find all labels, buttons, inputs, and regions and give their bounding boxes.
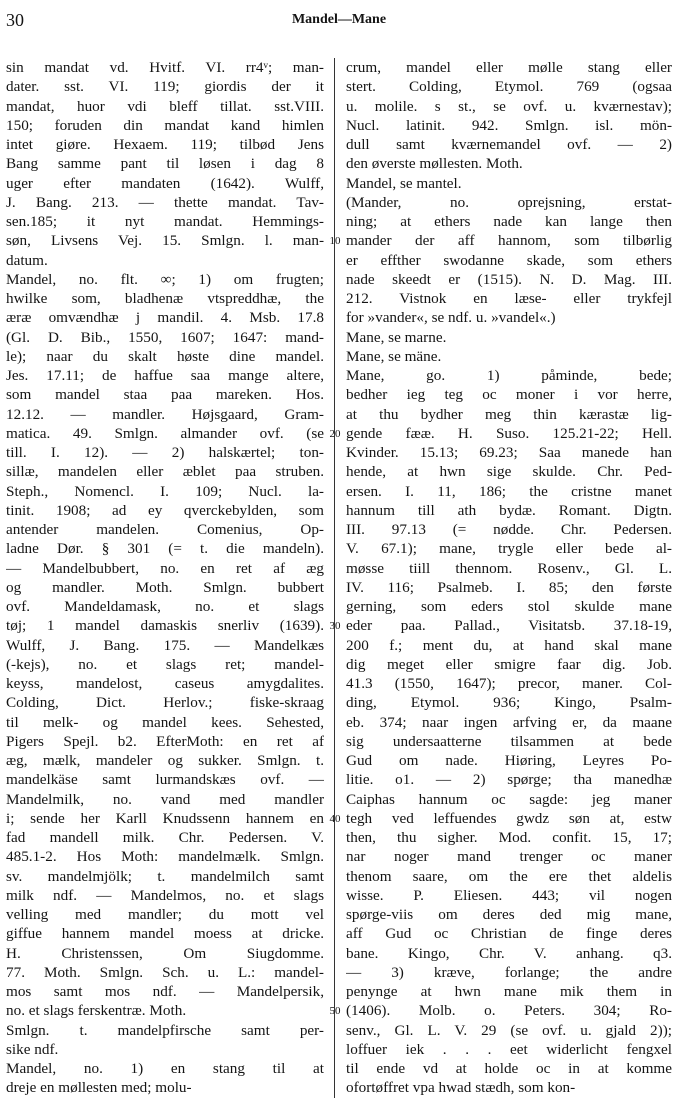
text-line: eb. 374; naar ingen arfving er, da maane	[346, 713, 672, 731]
line-number: 50	[329, 1005, 341, 1018]
text-line: datum.	[6, 251, 48, 269]
text-line: III. 97.13 (= nødde. Chr. Pedersen.	[346, 521, 672, 538]
text-line: dig meget eller smigre faar dig. Job.	[346, 655, 672, 673]
text-line: thenom saare, om the ere thet aldelis	[346, 867, 672, 885]
text-line: ding, Etymol. 936; Kingo, Psalm-	[346, 694, 672, 712]
running-head: Mandel—Mane	[291, 12, 387, 27]
text-line: u. molile. s st., se ovf. u. kværnestav);	[346, 97, 672, 115]
text-line: at thu bydher meg thin kærastæ lig-	[346, 405, 672, 423]
line-number: 20	[329, 427, 341, 440]
text-line: Kvinder. 15.13; 69.23; Saa manede han	[346, 444, 672, 461]
text-line: matica. 49. Smlgn. almander ovf. (se	[6, 424, 324, 442]
text-line: Caiphas hannum oc sagde: jeg maner	[346, 790, 672, 808]
text-line: mandelkäse samt lurmandskæs ovf. —	[6, 771, 324, 789]
page-number: 30	[6, 10, 24, 30]
text-line: crum, mandel eller mølle stang eller	[346, 59, 672, 76]
text-line: dreje en møllesten med; molu-	[6, 1079, 192, 1097]
right-column	[346, 58, 672, 1098]
text-line: sv. mandelmjölk; t. mandelmilch samt	[6, 867, 324, 885]
text-line: IV. 116; Psalmeb. I. 85; den første	[346, 578, 672, 596]
text-line: hende, at hwn sige skulde. Chr. Ped-	[346, 463, 672, 481]
text-line: mander der aff hannom, som tilbørlig	[346, 232, 672, 250]
text-line: nade skeedt er (1515). N. D. Mag. III.	[346, 270, 672, 288]
text-line: Steph., Nomencl. I. 109; Nucl. la-	[6, 482, 324, 500]
text-line: Gud om nade. Hiøring, Leyres Po-	[346, 752, 672, 769]
text-line: til ende vd at holde oc in at komme	[346, 1060, 672, 1077]
text-line: penynge at hwn mane mik them in	[346, 983, 672, 1000]
text-line: Bang samme pant til løsen i dag 8	[6, 155, 324, 173]
text-line: Mandel, se mantel.	[346, 174, 462, 192]
text-line: Smlgn. t. mandelpfirsche samt per-	[6, 1021, 324, 1039]
text-line: 12.12. — mandler. Højsgaard, Gram-	[6, 405, 324, 423]
text-line: ladne Dør. § 301 (= t. die mandeln).	[6, 540, 324, 558]
text-line: Mane, go. 1) påminde, bede;	[346, 367, 672, 384]
text-line: intet giøre. Hexaem. 119; tilbød Jens	[6, 136, 324, 153]
text-line: mandat, huor vdi bleff tillat. sst.VIII.	[6, 97, 324, 115]
text-line: gende fææ. H. Suso. 125.21-22; Hell.	[346, 424, 672, 442]
text-line: og mandler. Moth. Smlgn. bubbert	[6, 578, 324, 596]
text-line: tegh ved leffuendes gwdz søn at, estw	[346, 809, 672, 827]
text-line: — 3) kræve, forlange; the andre	[346, 963, 672, 981]
text-line: tinit. 1908; ad ey qverckebylden, som	[6, 501, 324, 519]
text-line: uger efter mandaten (1642). Wulff,	[6, 174, 324, 192]
left-column	[6, 58, 324, 1098]
text-line: i; sende her Karll Knudssenn hannem en	[6, 809, 324, 827]
text-line: giffue hannem mandel moess at dricke.	[6, 925, 324, 943]
text-line: milk ndf. — Mandelmos, no. et slags	[6, 886, 324, 904]
text-line: 150; foruden din mandat kand himlen	[6, 116, 324, 134]
text-line: (1406). Molb. o. Peters. 304; Ro-	[346, 1002, 672, 1020]
text-line: hwilke som, bladhenæ vtspreddhæ, the	[6, 290, 324, 307]
text-line: Mandel, no. flt. ∞; 1) om frugten;	[6, 270, 324, 288]
text-line: sig undersaatterne tilsammen at bede	[346, 732, 672, 750]
text-line: for »vander«, se ndf. u. »vandel«.)	[346, 309, 556, 327]
text-line: le); naar du skalt høste dine mandel.	[6, 347, 324, 365]
text-line: dull samt kværnemandel ovf. — 2)	[346, 136, 672, 153]
text-line: H. Christenssen, Om Siugdomme.	[6, 944, 324, 962]
text-line: ovf. Mandeldamask, no. et slags	[6, 598, 324, 615]
line-number: 40	[329, 812, 341, 825]
text-line: (-kejs), no. et slags ret; mandel-	[6, 655, 324, 673]
text-line: er effther swodanne skade, som ethers	[346, 251, 672, 269]
text-line: hannum till ath bydæ. Romant. Digtn.	[346, 501, 672, 519]
text-line: bane. Kingo, Chr. V. anhang. q3.	[346, 944, 672, 962]
text-line: Wulff, J. Bang. 175. — Mandelkæs	[6, 636, 324, 654]
text-line: then, thu sigher. Mod. confit. 15, 17;	[346, 829, 672, 846]
text-line: 200 f.; ment du, at hand skal mane	[346, 636, 672, 654]
text-line: Colding, Dict. Herlov.; fiske-skraag	[6, 694, 324, 712]
text-line: 41.3 (1550, 1647); precor, maner. Col-	[346, 675, 672, 692]
text-line: Jes. 17.11; de haffue saa mange altere,	[6, 367, 324, 384]
text-line: sike ndf.	[6, 1040, 59, 1058]
text-line: — Mandelbubbert, no. en ret af æg	[6, 559, 324, 577]
text-line: (Gl. D. Bib., 1550, 1607; 1647: mand-	[6, 328, 324, 346]
text-line: aff Gud oc Christian de finge deres	[346, 925, 672, 943]
text-line: Nucl. latinit. 942. Smlgn. isl. mön-	[346, 116, 672, 134]
text-line: (Mander, no. oprejsning, erstat-	[346, 193, 672, 211]
text-line: wisse. P. Eliesen. 443; vil nogen	[346, 886, 672, 904]
text-line: ofortøffret vpa hwad stædh, som kon-	[346, 1079, 576, 1097]
text-line: Mane, se marne.	[346, 328, 447, 346]
text-line: velling med mandler; du mott vel	[6, 906, 324, 923]
text-line: sin mandat vd. Hvitf. VI. rr4ᵛ; man-	[6, 59, 324, 76]
text-line: V. 67.1); mane, trygle eller bede al-	[346, 540, 672, 558]
text-line: J. Bang. 213. — thette mandat. Tav-	[6, 193, 324, 211]
text-line: den øverste møllesten. Moth.	[346, 155, 523, 173]
text-line: sillæ, mandelen eller æblet paa struben.	[6, 463, 324, 481]
text-line: Pigers Spejl. b2. EfterMoth: en ret af	[6, 732, 324, 750]
text-line: dater. sst. VI. 119; giordis der it	[6, 78, 324, 96]
text-line: senv., Gl. L. V. 29 (se ovf. u. gjald 2));	[346, 1021, 672, 1039]
text-line: æg, mælk, mandeler og sukker. Smlgn. t.	[6, 752, 324, 769]
text-line: Mandel, no. 1) en stang til at	[6, 1060, 324, 1077]
text-line: antender mandelen. Comenius, Op-	[6, 521, 324, 538]
text-line: bedher ieg teg oc moner i vor herre,	[346, 386, 672, 404]
text-line: stert. Colding, Etymol. 769 (ogsaa	[346, 78, 672, 96]
text-line: til melk- og mandel kees. Sehested,	[6, 713, 324, 731]
text-line: gerning, som eders stol skulde mane	[346, 598, 672, 615]
text-line: till. I. 12). — 2) halskærtel; ton-	[6, 444, 324, 461]
text-line: no. et slags ferskentræ. Moth.	[6, 1002, 187, 1020]
text-line: nar noger mand trenger oc maner	[346, 848, 672, 866]
text-line: spørge-viis om deres ded mig mane,	[346, 906, 672, 923]
text-line: tøj; 1 mandel damaskis snerliv (1639).	[6, 617, 324, 635]
text-line: Mandelmilk, no. vand med mandler	[6, 790, 324, 808]
text-line: loffuer iek . . . eet widerlicht fengxel	[346, 1040, 672, 1058]
text-line: 485.1-2. Hos Moth: mandelmælk. Smlgn.	[6, 848, 324, 866]
text-line: ning; at ethers nade kan lange then	[346, 213, 672, 230]
text-line: Mane, se mäne.	[346, 347, 442, 365]
text-line: møsse tiill thennom. Rosenv., Gl. L.	[346, 559, 672, 577]
text-line: som mandel staa paa mareken. Hos.	[6, 386, 324, 404]
text-line: æræ omvændhæ j mandil. 4. Msb. 17.8	[6, 309, 324, 327]
text-line: søn, Livsens Vej. 15. Smlgn. l. man-	[6, 232, 324, 250]
text-line: 212. Vistnok en læse- eller trykfejl	[346, 290, 672, 307]
text-line: eder paa. Pallad., Visitatsb. 37.18-19,	[346, 617, 672, 635]
text-line: litie. o1. — 2) spørge; tha manedhæ	[346, 771, 672, 789]
text-line: mos samt mos ndf. — Mandelpersik,	[6, 983, 324, 1000]
text-line: 77. Moth. Smlgn. Sch. u. L.: mandel-	[6, 963, 324, 981]
text-line: sen.185; it nyt mandat. Hemmings-	[6, 213, 324, 230]
line-number: 10	[329, 235, 341, 248]
text-line: keyss, mandelost, caseus amygdalites.	[6, 675, 324, 692]
text-line: ersen. I. 11, 186; the cristne manet	[346, 482, 672, 500]
text-line: fad mandell milk. Chr. Pedersen. V.	[6, 829, 324, 846]
column-divider	[334, 58, 335, 1098]
line-number: 30	[329, 620, 341, 633]
